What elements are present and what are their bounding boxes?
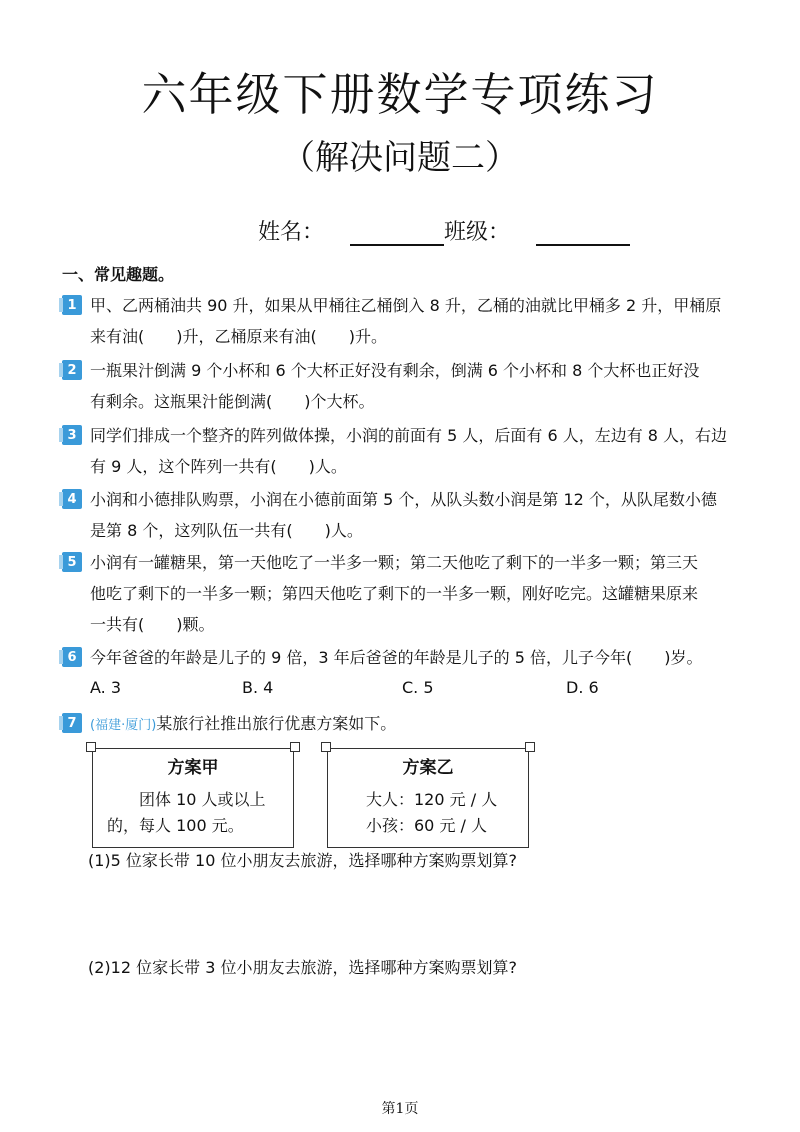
question-line: 来有油( )升，乙桶原来有油( )升。	[90, 327, 387, 346]
question-number-badge: 6	[62, 647, 82, 667]
question-number-badge: 4	[62, 489, 82, 509]
question-number-badge: 1	[62, 295, 82, 315]
question-number-badge: 2	[62, 360, 82, 380]
section-heading: 一、常见趣题。	[62, 265, 175, 284]
option-c[interactable]: C. 5	[402, 678, 434, 697]
question-line: 小润和小德排队购票，小润在小德前面第 5 个，从队头数小润是第 12 个，从队尾数小德	[90, 490, 717, 509]
question-line: 甲、乙两桶油共 90 升，如果从甲桶往乙桶倒入 8 升，乙桶的油就比甲桶多 2 升，甲桶原	[90, 296, 722, 315]
plan-b-card	[327, 748, 529, 848]
page-subtitle: （解决问题二）	[281, 138, 519, 178]
plan-b-line2: 小孩：60 元 / 人	[366, 816, 488, 835]
page-number: 第1页	[381, 1101, 419, 1117]
question-line: 他吃了剩下的一半多一颗；第四天他吃了剩下的一半多一颗，刚好吃完。这罐糖果原来	[90, 584, 699, 603]
question-5	[62, 547, 732, 640]
plan-b-title: 方案乙	[402, 758, 454, 778]
plan-a-title: 方案甲	[167, 758, 219, 778]
plan-a-line2: 的，每人 100 元。	[107, 816, 244, 835]
question-number-badge: 7	[62, 713, 82, 733]
plan-a-line1: 团体 10 人或以上	[139, 790, 266, 809]
plan-a-card	[92, 748, 294, 848]
question-line: 有 9 人，这个阵列一共有( )人。	[90, 457, 347, 476]
question-line: 小润有一罐糖果，第一天他吃了一半多一颗；第二天他吃了剩下的一半多一颗；第三天	[90, 553, 699, 572]
option-a[interactable]: A. 3	[90, 678, 122, 697]
class-blank[interactable]	[536, 216, 630, 246]
question-line: 有剩余。这瓶果汁能倒满( )个大杯。	[90, 392, 375, 411]
student-info	[258, 206, 630, 246]
question-line: 是第 8 个，这列队伍一共有( )人。	[90, 521, 363, 540]
name-blank[interactable]	[350, 216, 444, 246]
name-label: 姓名：	[258, 220, 325, 245]
question-4	[62, 484, 732, 546]
question-text: 某旅行社推出旅行优惠方案如下。	[156, 714, 397, 733]
plan-b-line1: 大人：120 元 / 人	[366, 790, 498, 809]
question-2	[62, 355, 732, 417]
question-1	[62, 290, 732, 352]
q6-options	[90, 678, 650, 702]
region-tag: (福建·厦门)	[90, 718, 157, 733]
sub-question-1: (1)5 位家长带 10 位小朋友去旅游，选择哪种方案购票划算?	[88, 851, 517, 870]
question-6	[62, 642, 732, 673]
option-d[interactable]: D. 6	[566, 678, 599, 697]
question-line: 同学们排成一个整齐的阵列做体操，小润的前面有 5 人，后面有 6 人，左边有 8 人，右边	[90, 426, 728, 445]
question-line: 一共有( )颗。	[90, 615, 215, 634]
page-title: 六年级下册数学专项练习	[141, 68, 659, 121]
question-line: 今年爸爸的年龄是儿子的 9 倍，3 年后爸爸的年龄是儿子的 5 倍，儿子今年( )岁。	[90, 648, 703, 667]
question-number-badge: 5	[62, 552, 82, 572]
sub-question-2: (2)12 位家长带 3 位小朋友去旅游，选择哪种方案购票划算?	[88, 958, 517, 977]
question-3	[62, 420, 732, 482]
question-number-badge: 3	[62, 425, 82, 445]
question-line: 一瓶果汁倒满 9 个小杯和 6 个大杯正好没有剩余，倒满 6 个小杯和 8 个大杯也正好没	[90, 361, 700, 380]
class-label: 班级：	[444, 220, 511, 245]
option-b[interactable]: B. 4	[242, 678, 274, 697]
question-7	[62, 708, 732, 741]
